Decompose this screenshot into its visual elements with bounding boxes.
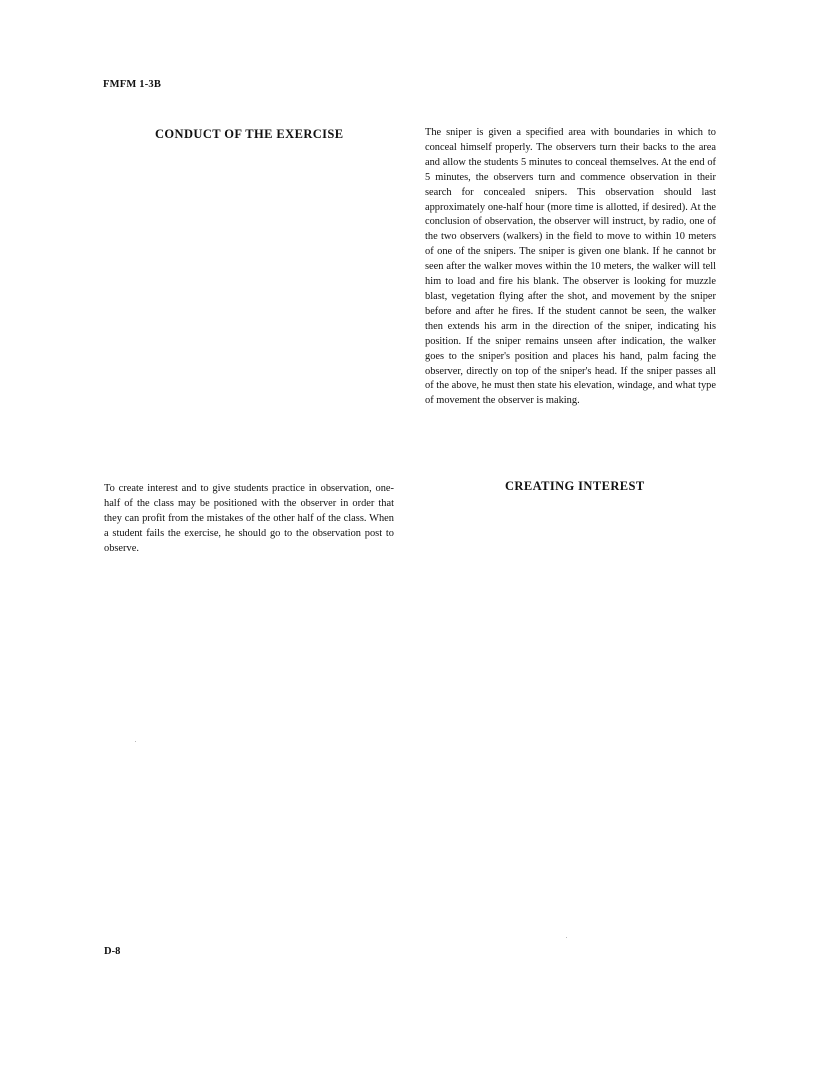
- heading-creating-interest: CREATING INTEREST: [505, 479, 645, 493]
- scan-speck: [566, 937, 567, 938]
- paragraph-creating-interest: To create interest and to give students practice in observation, one-half of the class may be positioned with the observer in order that they can profit from the mistakes of the other half of the class. When a student fails the exercise, he should go to the observation post to observe.: [104, 483, 394, 554]
- paragraph-conduct-of-the-exercise: The sniper is given a specified area with boundaries in which to conceal himself properly. The observers turn their backs to the area and allow the students 5 minutes to conceal themselves. At the end of 5 minutes, the observers turn and commence observation in their search for concealed snipers. This observation should last approximately one-half hour (more time is allotted, if desired). At the conclusion of observation, the observer will instruct, by radio, one of the two observers (walkers) in the field to move to within 10 meters of one of the snipers. The sniper is given one blank. If he cannot br seen after the walker moves within the 10 meters, the walker will tell him to load and fire his blank. The observer is looking for muzzle blast, vegetation flying after the shot, and movement by the sniper before and after he fires. If the student cannot be seen, the walker then extends his arm in the direction of the sniper, indicating his position. If the sniper remains unseen after indication, the walker goes to the sniper's position and places his hand, palm facing the observer, directly on top of the sniper's head. If the sniper passes all of the above, he must then state his elevation, windage, and what type of movement the observer is making.: [425, 127, 716, 407]
- scan-speck: [135, 741, 136, 742]
- document-id-header: FMFM 1-3B: [103, 79, 162, 90]
- page-number: D-8: [104, 946, 121, 957]
- heading-conduct-of-the-exercise: CONDUCT OF THE EXERCISE: [155, 127, 344, 141]
